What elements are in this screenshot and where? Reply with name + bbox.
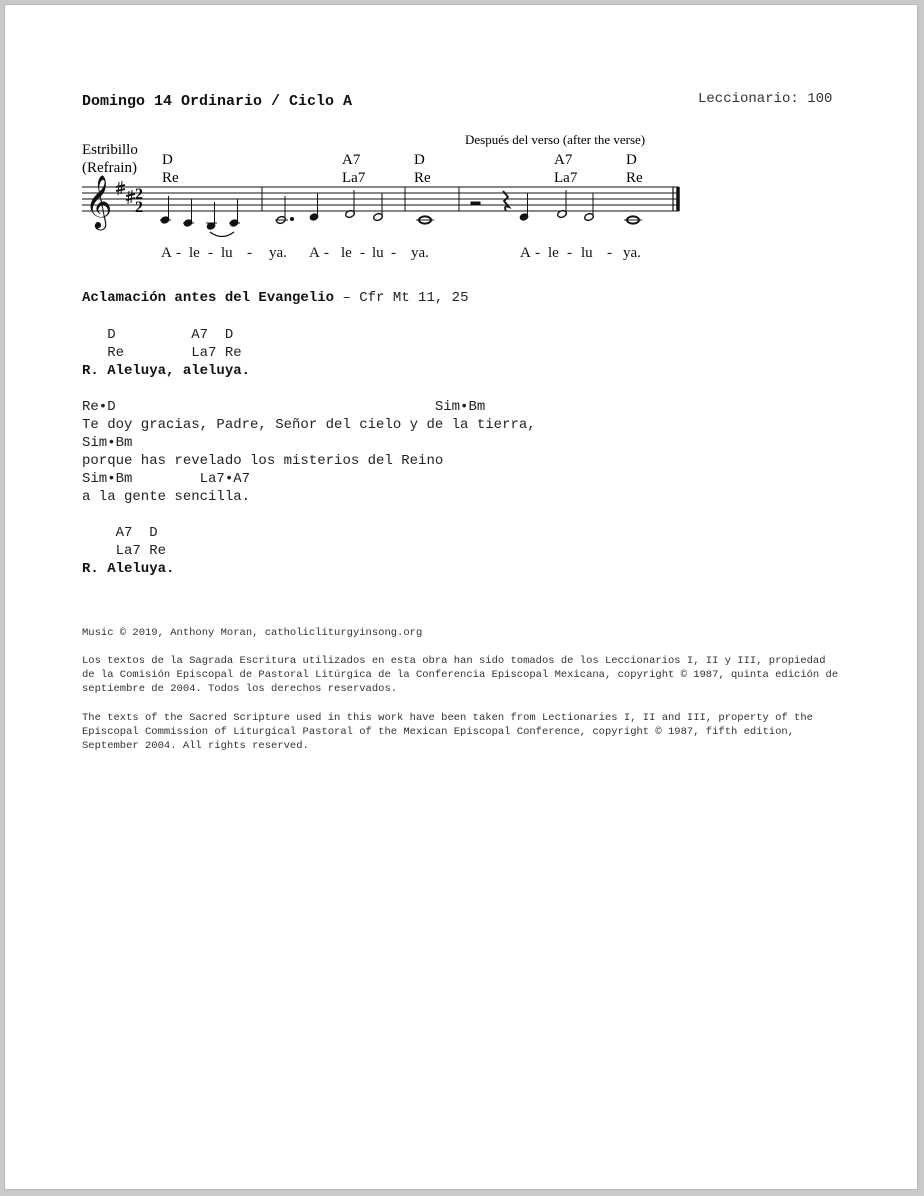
lyric-syllable: - [567,245,572,261]
after-verse-label: Después del verso (after the verse) [465,132,646,147]
refrain-text: R. Aleluya, aleluya. [82,363,251,379]
lyric-syllable: A [520,245,531,261]
lyric-syllable: lu [221,245,233,261]
refrain-chords-es: Re La7 Re [82,345,242,361]
lyric-syllable: - [176,245,181,261]
lyric-syllable: A [161,245,172,261]
lyric-syllable: le [189,245,200,261]
time-signature-bottom: 2 [135,199,143,216]
acclamation-heading-line [82,289,468,307]
chord-es: La7 [554,170,578,186]
chord-es: La7 [342,170,366,186]
lyric-syllable: lu [372,245,384,261]
verse-line: a la gente sencilla. [82,489,251,505]
end-chords-es: La7 Re [82,543,167,559]
lyric-syllable: - [324,245,329,261]
lyric-syllable: ya. [269,245,287,261]
chord-en: D [414,152,425,168]
staff [82,187,679,211]
lyric-syllable: - [607,245,612,261]
lyric-syllable: - [391,245,396,261]
refrain-chords-en: D A7 D [82,327,234,343]
lyric-syllable: - [360,245,365,261]
leccionario-number: Leccionario: 100 [698,91,833,107]
lyric-syllable: le [341,245,352,261]
chord-en: D [162,152,173,168]
lyric-syllable: ya. [623,245,641,261]
lyric-syllable: - [208,245,213,261]
page-title: Domingo 14 Ordinario / Ciclo A [82,93,353,110]
chord-es: Re [626,170,643,186]
notes [160,190,642,237]
english-copyright: The texts of the Sacred Scripture used in this work have been taken from Lectionaries I, II and III, property of the Episcopal Commission of Liturgical Pastoral of the Mexican Episcopal Conference, copyright © 1987, fifth edition, September 2004. All rights reserved. [82,712,813,752]
chord-en: A7 [342,152,361,168]
music-copyright: Music © 2019, Anthony Moran, catholicliturgyinsong.org [82,627,423,639]
acclamation-heading: Aclamación antes del Evangelio [82,290,335,306]
lyrics [161,245,641,261]
acclamation-reference: – Cfr Mt 11, 25 [334,290,469,306]
music-score [5,123,919,273]
chord-en: D [626,152,637,168]
lyric-syllable: le [548,245,559,261]
verse-line: porque has revelado los misterios del Reino [82,453,444,469]
lyric-syllable: A [309,245,320,261]
spanish-copyright: Los textos de la Sagrada Escritura utilizados en esta obra han sido tomados de los Leccionarios I, II y III, propiedad de la Comisión Episcopal de Pastoral Litúrgica de la Conferencia Episcopal Mexicana, copyright © 1987, quinta edición de septiembre de 2004. Todos los derechos reservados. [82,655,839,695]
verse-line: Sim•Bm [82,435,133,451]
time-signature-top: 2 [135,186,143,203]
lyric-syllable: - [535,245,540,261]
lyric-syllable: lu [581,245,593,261]
chord-en: A7 [554,152,573,168]
treble-clef-icon: 𝄞 [85,176,113,227]
lyric-syllable: ya. [411,245,429,261]
end-refrain-text: R. Aleluya. [82,561,175,577]
verse-line: Te doy gracias, Padre, Señor del cielo y de la tierra, [82,417,536,433]
lyric-syllable: - [247,245,252,261]
score-label-line1: Estribillo [82,142,138,158]
verse-line: Sim•Bm La7•A7 [82,471,251,487]
verse-line: Re•D Sim•Bm [82,399,486,415]
page [4,4,918,1190]
chord-es: Re [414,170,431,186]
chord-es: Re [162,170,179,186]
end-chords-en: A7 D [82,525,158,541]
score-label-line2: (Refrain) [82,160,137,176]
